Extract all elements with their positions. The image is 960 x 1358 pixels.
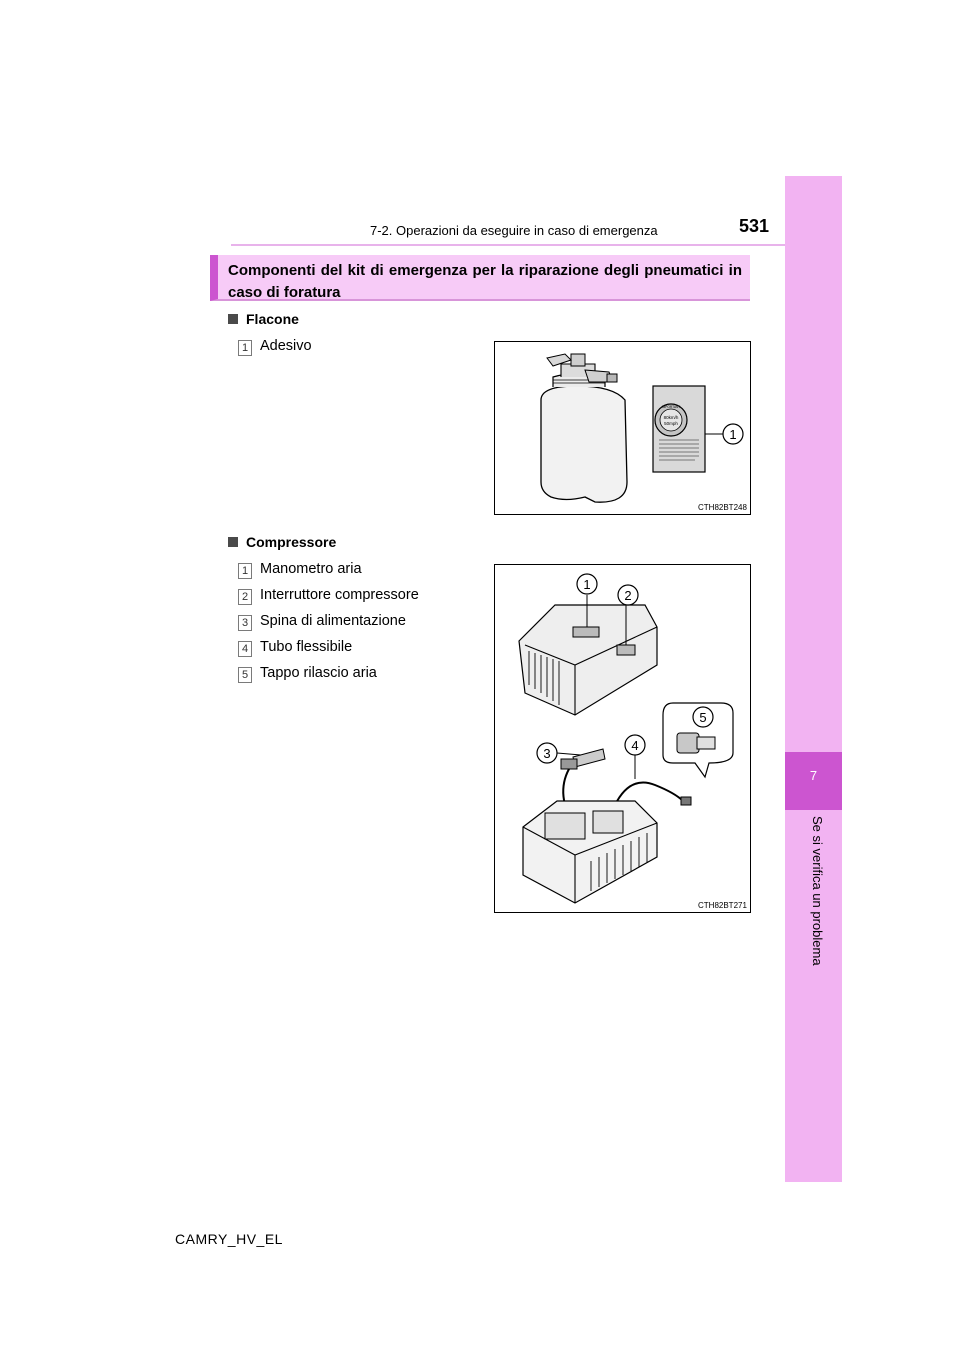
item-number-badge: 5 xyxy=(238,667,252,683)
section-title: Componenti del kit di emergenza per la riparazione degli pneumatici in caso di foratura xyxy=(210,255,750,301)
chapter-side-tab xyxy=(785,176,842,1182)
item-label: Tubo flessibile xyxy=(260,639,353,655)
sealant-bottle-figure xyxy=(494,341,751,515)
callout-4: 4 xyxy=(631,738,639,753)
model-code: CAMRY_HV_EL xyxy=(175,1231,283,1247)
callout-5: 5 xyxy=(699,710,707,725)
item-label: Adesivo xyxy=(260,338,312,354)
callout-3: 3 xyxy=(543,746,551,761)
compressore-heading-text: Compressore xyxy=(246,534,337,550)
label-important-text: IMPORTANT xyxy=(661,405,681,409)
figure-code: CTH82BT248 xyxy=(698,503,747,512)
item-label: Tappo rilascio aria xyxy=(260,665,377,681)
list-item xyxy=(238,587,419,605)
label-speed-mph: 50mph xyxy=(664,421,678,426)
chapter-title: Se si verifica un problema xyxy=(810,816,825,966)
list-item xyxy=(238,665,377,683)
item-label: Interruttore compressore xyxy=(260,587,419,603)
bullet-square-icon xyxy=(228,314,238,324)
section-path: 7-2. Operazioni da eseguire in caso di emergenza xyxy=(370,223,658,238)
figure-code: CTH82BT271 xyxy=(698,901,747,910)
flacone-heading-text: Flacone xyxy=(246,311,299,327)
page-number: 531 xyxy=(739,216,770,236)
item-label: Spina di alimentazione xyxy=(260,613,406,629)
header-divider xyxy=(231,244,785,246)
list-item xyxy=(238,561,362,579)
item-label: Manometro aria xyxy=(260,561,362,577)
callout-1: 1 xyxy=(583,577,591,592)
item-number-badge: 2 xyxy=(238,589,252,605)
bullet-square-icon xyxy=(228,537,238,547)
flacone-heading xyxy=(228,311,299,327)
compressor-figure xyxy=(494,564,751,913)
callout-2: 2 xyxy=(624,588,632,603)
item-number-badge: 1 xyxy=(238,340,252,356)
compressore-heading xyxy=(228,534,336,550)
list-item xyxy=(238,338,312,356)
list-item xyxy=(238,639,352,657)
item-number-badge: 3 xyxy=(238,615,252,631)
compressor-illustration xyxy=(495,565,750,912)
label-speed-kmh: 80km/h xyxy=(663,415,679,420)
list-item xyxy=(238,613,406,631)
callout-1: 1 xyxy=(729,427,737,442)
item-number-badge: 1 xyxy=(238,563,252,579)
sealant-bottle-illustration xyxy=(495,342,750,514)
chapter-number: 7 xyxy=(809,768,818,783)
item-number-badge: 4 xyxy=(238,641,252,657)
